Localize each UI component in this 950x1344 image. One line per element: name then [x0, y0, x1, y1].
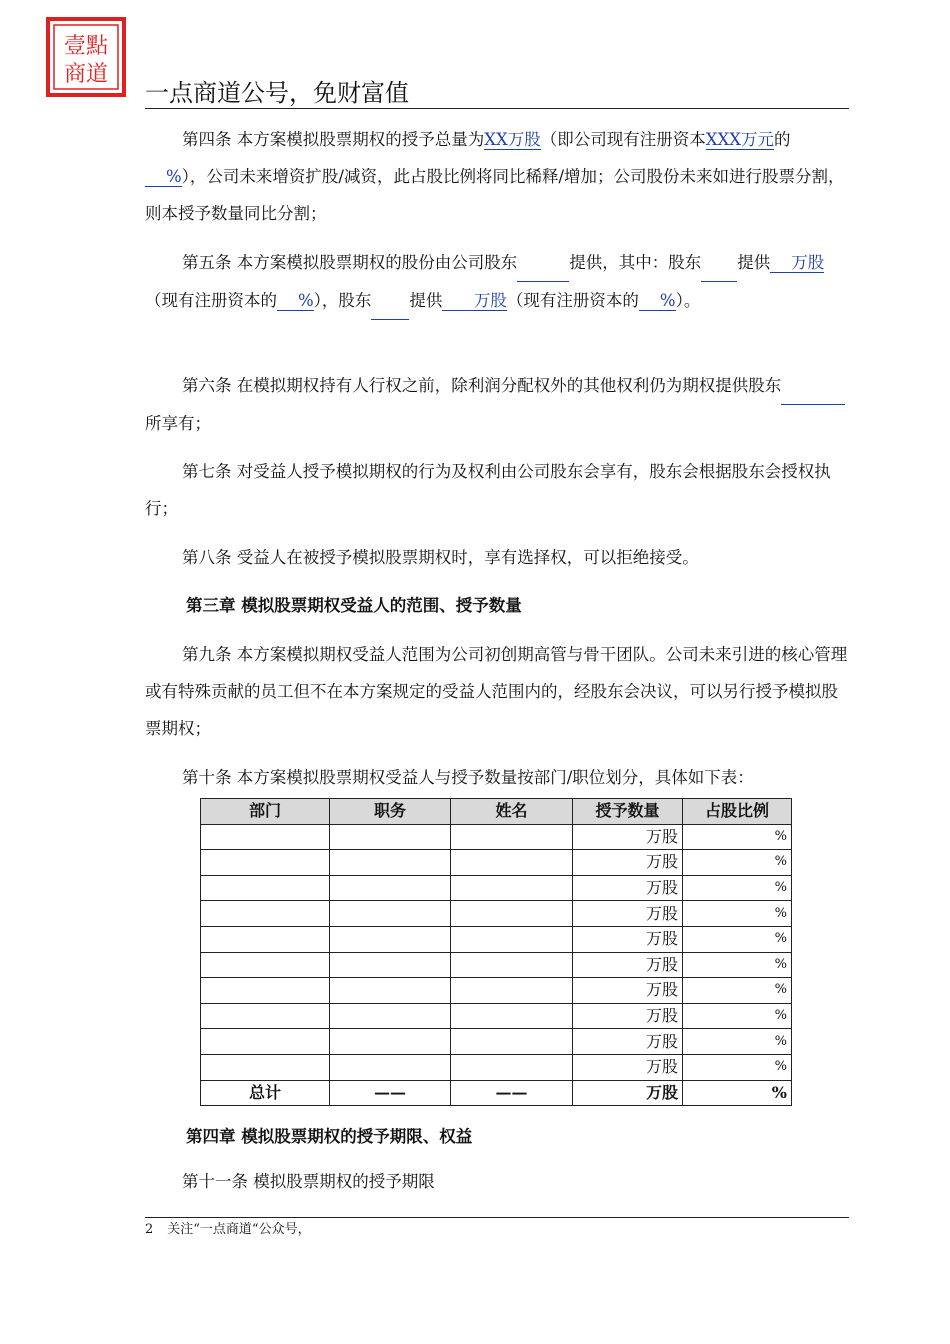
ratio-cell: % [683, 901, 792, 927]
ratio-link-2[interactable]: % [638, 291, 676, 310]
footer-rule [145, 1217, 849, 1218]
table-header-row [201, 799, 792, 825]
shares-link-2[interactable]: 万股 [442, 291, 507, 310]
total-row [201, 1080, 792, 1106]
blank-field [781, 367, 845, 405]
ratio-link[interactable]: % [145, 167, 182, 186]
ratio-cell: % [683, 850, 792, 876]
dept-cell [201, 1003, 330, 1029]
table-row [201, 978, 792, 1004]
dept-cell [201, 952, 330, 978]
article-9: 第九条 本方案模拟期权受益人范围为公司初创期高管与骨干团队。公司未来引进的核心管理或有特殊贡献的员工但不在本方案规定的受益人范围内的，经股东会决议，可以另行授予模拟股票期权； [145, 645, 848, 738]
dept-cell [201, 978, 330, 1004]
grant-table [200, 798, 792, 1106]
blank-field [517, 244, 569, 282]
ratio-cell: % [683, 926, 792, 952]
table-row [201, 901, 792, 927]
quantity-cell: 万股 [573, 824, 683, 850]
svg-text:壹點: 壹點 [63, 34, 109, 59]
total-ratio: % [683, 1080, 792, 1106]
ratio-cell: % [683, 952, 792, 978]
ratio-cell: % [683, 1029, 792, 1055]
blank-field [371, 282, 409, 320]
total-label: 总计 [201, 1080, 330, 1106]
table-row [201, 1054, 792, 1080]
name-cell [451, 952, 573, 978]
position-cell [330, 1054, 451, 1080]
dept-cell [201, 901, 330, 927]
col-header-dept: 部门 [201, 799, 330, 825]
name-cell [451, 1003, 573, 1029]
ratio-cell: % [683, 1003, 792, 1029]
dept-cell [201, 926, 330, 952]
name-cell [451, 1029, 573, 1055]
position-cell [330, 1003, 451, 1029]
ratio-link-1[interactable]: % [277, 291, 314, 310]
table-row [201, 850, 792, 876]
article-11: 第十一条 模拟股票期权的授予期限 [182, 1172, 435, 1191]
dept-cell [201, 824, 330, 850]
name-cell [451, 901, 573, 927]
quantity-cell: 万股 [573, 1029, 683, 1055]
quantity-cell: 万股 [573, 850, 683, 876]
name-cell [451, 1054, 573, 1080]
quantity-cell: 万股 [573, 978, 683, 1004]
table-row [201, 926, 792, 952]
position-cell [330, 926, 451, 952]
table-row [201, 1029, 792, 1055]
name-cell [451, 978, 573, 1004]
col-header-name: 姓名 [451, 799, 573, 825]
quantity-cell: 万股 [573, 875, 683, 901]
position-cell [330, 1029, 451, 1055]
table-row [201, 1003, 792, 1029]
quantity-cell: 万股 [573, 952, 683, 978]
col-header-position: 职务 [330, 799, 451, 825]
seal-logo [46, 17, 126, 97]
position-cell [330, 850, 451, 876]
quantity-cell: 万股 [573, 901, 683, 927]
col-header-ratio: 占股比例 [683, 799, 792, 825]
col-header-quantity: 授予数量 [573, 799, 683, 825]
quantity-cell: 万股 [573, 1054, 683, 1080]
total-position: —— [330, 1080, 451, 1106]
table-row [201, 824, 792, 850]
total-name: —— [451, 1080, 573, 1106]
blank-field [701, 244, 737, 282]
total-grant-link[interactable]: XX万股 [484, 130, 541, 149]
position-cell [330, 901, 451, 927]
ratio-cell: % [683, 824, 792, 850]
article-5: 第五条 本方案模拟股票期权的股份由公司股东 提供，其中：股东 提供 万股（现有注册资本的 %），股东 提供 万股（现有注册资本的 %）。 [145, 244, 849, 320]
article-7: 第七条 对受益人授予模拟期权的行为及权利由公司股东会享有，股东会根据股东会授权执行； [145, 462, 831, 518]
article-10: 第十条 本方案模拟股票期权受益人与授予数量按部门/职位划分，具体如下表： [182, 768, 754, 787]
name-cell [451, 850, 573, 876]
position-cell [330, 978, 451, 1004]
registered-capital-link[interactable]: XXX万元 [705, 130, 774, 149]
table-row [201, 875, 792, 901]
article-6: 第六条 在模拟期权持有人行权之前，除利润分配权外的其他权利仍为期权提供股东 所享有； [145, 367, 849, 442]
article-4: 第四条 本方案模拟股票期权的授予总量为XX万股（即公司现有注册资本XXX万元的 %），公司未来增资扩股/减资，此占股比例将同比稀释/增加；公司股份未来如进行股票分割，则本授予数量同比分割； [145, 130, 845, 223]
page-number: 2 [145, 1222, 154, 1237]
table-row [201, 952, 792, 978]
quantity-cell: 万股 [573, 1003, 683, 1029]
dept-cell [201, 1054, 330, 1080]
footer-text: 关注“一点商道“公众号， [167, 1222, 311, 1237]
position-cell [330, 952, 451, 978]
article-8: 第八条 受益人在被授予模拟股票期权时，享有选择权，可以拒绝接受。 [182, 548, 699, 567]
dept-cell [201, 850, 330, 876]
quantity-cell: 万股 [573, 926, 683, 952]
position-cell [330, 875, 451, 901]
name-cell [451, 875, 573, 901]
position-cell [330, 824, 451, 850]
header-title: 一点商道公号，免财富值 [145, 79, 409, 107]
svg-text:商道: 商道 [63, 62, 109, 87]
name-cell [451, 926, 573, 952]
chapter-3-heading: 第三章 模拟股票期权受益人的范围、授予数量 [186, 596, 522, 615]
name-cell [451, 824, 573, 850]
ratio-cell: % [683, 1054, 792, 1080]
footer [145, 1221, 311, 1239]
shares-link-1[interactable]: 万股 [770, 253, 825, 272]
header-rule [145, 108, 849, 109]
total-quantity: 万股 [573, 1080, 683, 1106]
dept-cell [201, 1029, 330, 1055]
ratio-cell: % [683, 875, 792, 901]
chapter-4-heading: 第四章 模拟股票期权的授予期限、权益 [186, 1127, 473, 1146]
dept-cell [201, 875, 330, 901]
ratio-cell: % [683, 978, 792, 1004]
